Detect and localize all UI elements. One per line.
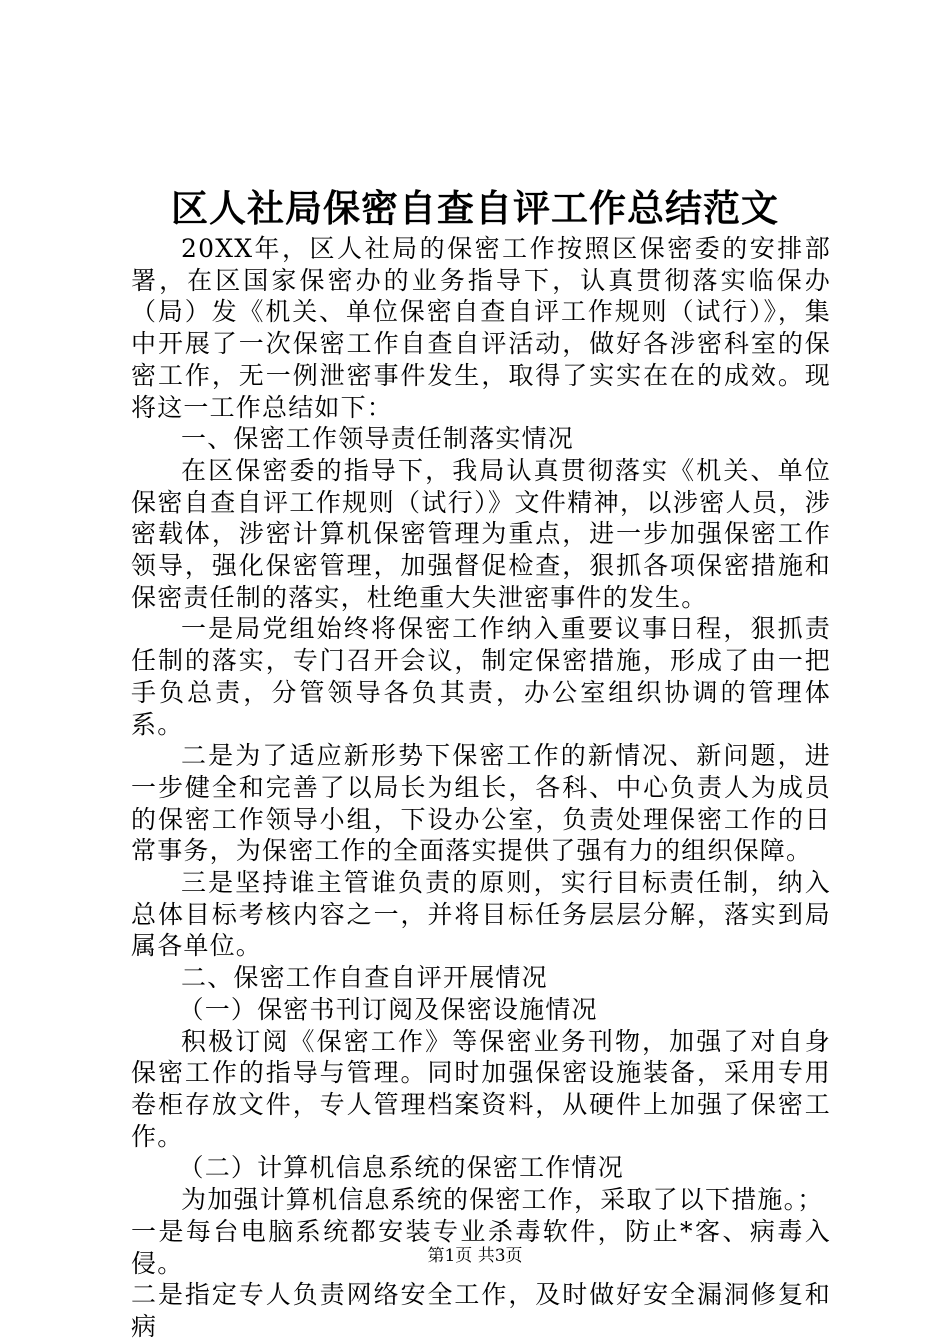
subsection-heading-2: （二）计算机信息系统的保密工作情况 bbox=[178, 1153, 624, 1183]
point-1-paragraph: 一是局党组始终将保密工作纳入重要议事日程，狠抓责任制的落实，专门召开会议，制定保密措施，形成了由一把手负总责，分管领导各负其责，办公室组织协调的管理体系。 bbox=[131, 614, 831, 739]
section-heading-2: 二、保密工作自查自评开展情况 bbox=[181, 963, 548, 993]
point-2-paragraph: 二是为了适应新形势下保密工作的新情况、新问题，进一步健全和完善了以局长为组长，各科、中心负责人为成员的保密工作领导小组，下设办公室，负责处理保密工作的日常事务，为保密工作的全面落实提供了强有力的组织保障。 bbox=[131, 741, 831, 866]
document-body bbox=[131, 233, 831, 1343]
page-number-footer: 第1页 共3页 bbox=[427, 1246, 523, 1266]
measure-2-line: 二是指定专人负责网络安全工作，及时做好安全漏洞修复和病 bbox=[131, 1280, 831, 1341]
subsection-1-paragraph: 积极订阅《保密工作》等保密业务刊物，加强了对自身保密工作的指导与管理。同时加强保密设施装备，采用专用卷柜存放文件，专人管理档案资料，从硬件上加强了保密工作。 bbox=[131, 1026, 831, 1151]
point-3-paragraph: 三是坚持谁主管谁负责的原则，实行目标责任制，纳入总体目标考核内容之一，并将目标任务层层分解，落实到局属各单位。 bbox=[131, 868, 831, 961]
document-title: 区人社局保密自查自评工作总结范文 bbox=[171, 186, 779, 230]
section-heading-1: 一、保密工作领导责任制落实情况 bbox=[181, 424, 575, 454]
subsection-heading-1: （一）保密书刊订阅及保密设施情况 bbox=[178, 994, 598, 1024]
section-1-paragraph: 在区保密委的指导下，我局认真贯彻落实《机关、单位保密自查自评工作规则（试行）》文件精神，以涉密人员，涉密载体，涉密计算机保密管理为重点，进一步加强保密工作领导，强化保密管理，加强督促检查，狠抓各项保密措施和保密责任制的落实，杜绝重大失泄密事件的发生。 bbox=[131, 455, 831, 612]
subsection-2-paragraph: 为加强计算机信息系统的保密工作，采取了以下措施。； bbox=[181, 1185, 824, 1215]
intro-paragraph: 20XX年，区人社局的保密工作按照区保密委的安排部署，在区国家保密办的业务指导下，认真贯彻落实临保办（局）发《机关、单位保密自查自评工作规则（试行）》，集中开展了一次保密工作自查自评活动，做好各涉密科室的保密工作，无一例泄密事件发生，取得了实实在在的成效。现将这一工作总结如下： bbox=[131, 234, 831, 422]
measure-1-line: 一是每台电脑系统都安装专业杀毒软件，防止*客、病毒入侵。 bbox=[131, 1216, 831, 1278]
